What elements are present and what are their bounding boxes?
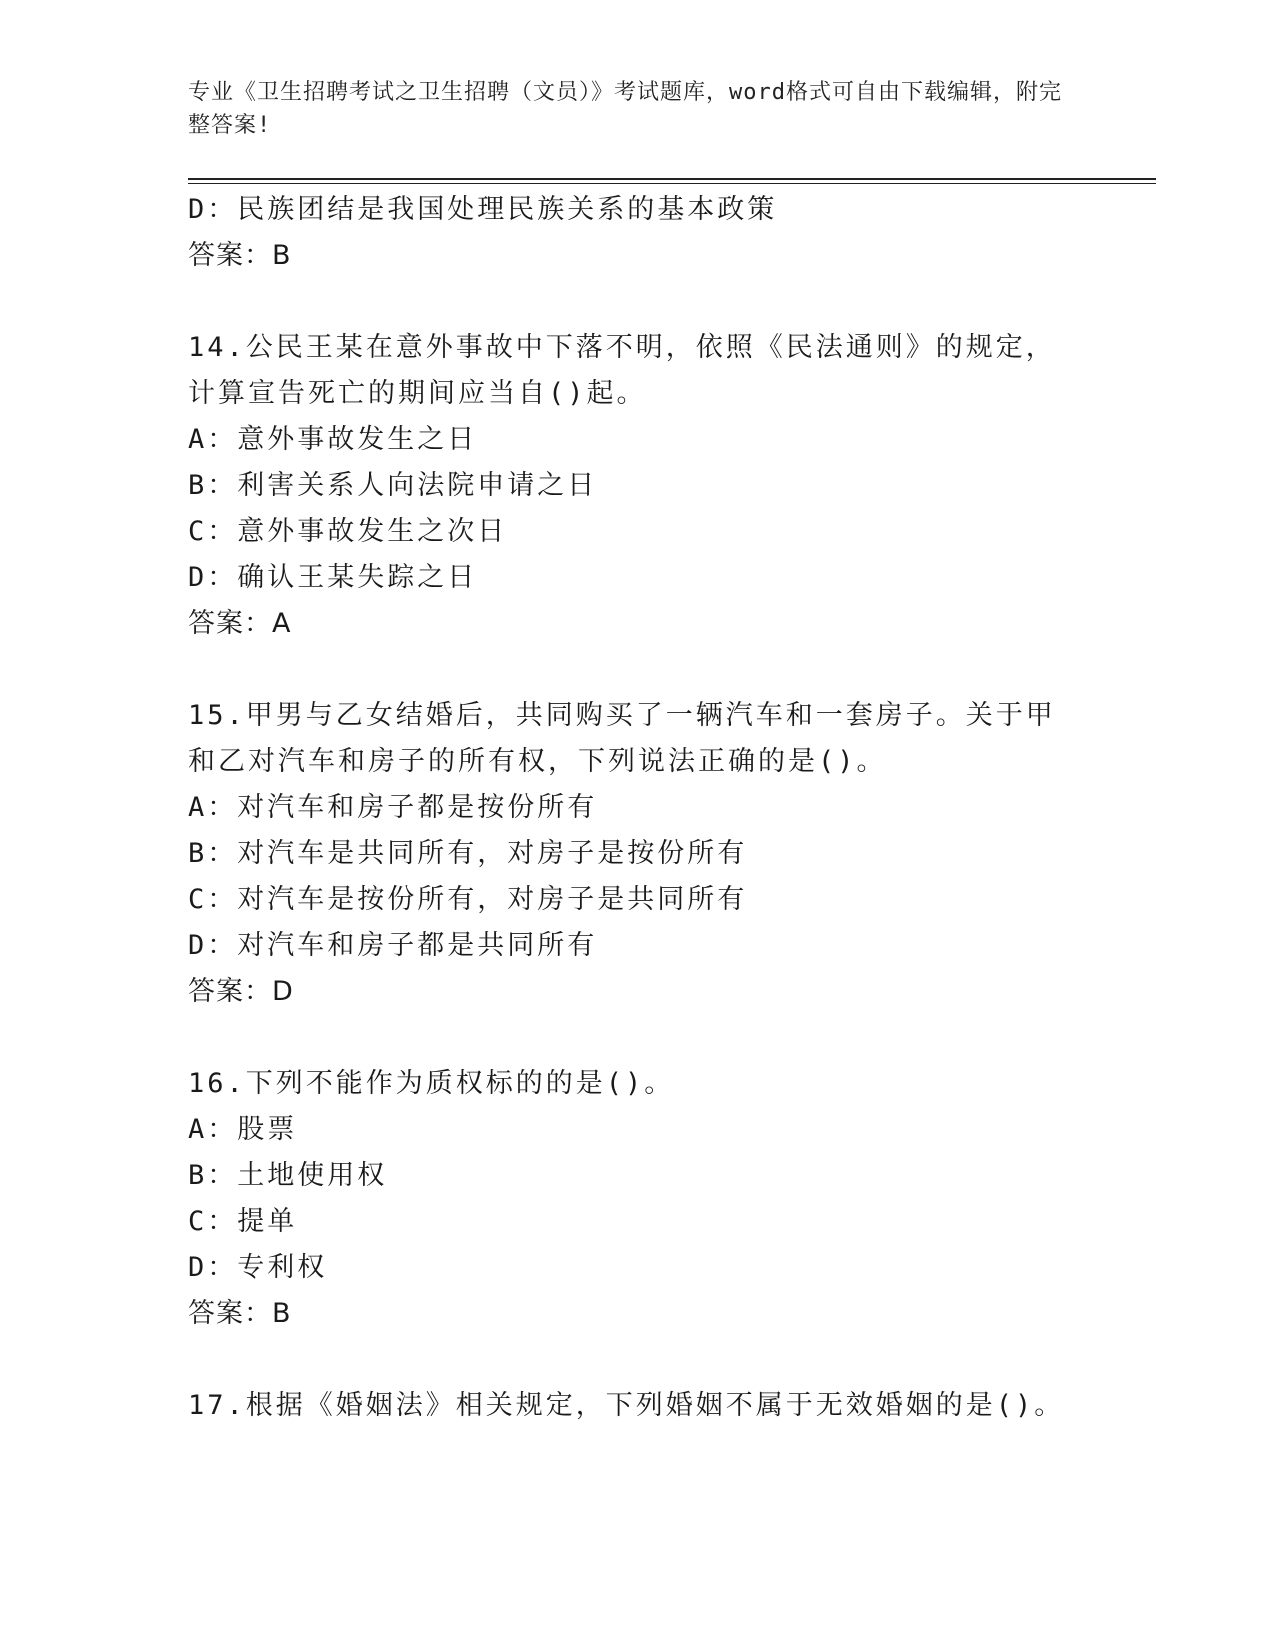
- option-c: C：对汽车是按份所有，对房子是共同所有: [188, 884, 748, 915]
- question-17: [188, 1383, 1088, 1429]
- question-stem: 15.甲男与乙女结婚后，共同购买了一辆汽车和一套房子。关于甲和乙对汽车和房子的所有权，下列说法正确的是()。: [188, 700, 1056, 777]
- option-a: A：股票: [188, 1114, 298, 1145]
- option-a: A：对汽车和房子都是按份所有: [188, 792, 598, 823]
- question-14: [188, 325, 1088, 647]
- carryover-question: [188, 187, 1088, 279]
- option-c: C：提单: [188, 1206, 298, 1237]
- question-list: [188, 187, 1088, 1429]
- option-b: B：对汽车是共同所有，对房子是按份所有: [188, 838, 748, 869]
- option-d: D：确认王某失踪之日: [188, 562, 478, 593]
- spacer: [188, 1337, 1088, 1383]
- question-16: [188, 1061, 1088, 1337]
- question-stem: 14.公民王某在意外事故中下落不明，依照《民法通则》的规定，计算宣告死亡的期间应当自()起。: [188, 332, 1056, 409]
- question-15: [188, 693, 1088, 1015]
- spacer: [188, 647, 1088, 693]
- option-b: B：利害关系人向法院申请之日: [188, 470, 598, 501]
- answer-line: 答案：D: [188, 976, 294, 1007]
- spacer: [188, 279, 1088, 325]
- question-stem: 17.根据《婚姻法》相关规定，下列婚姻不属于无效婚姻的是()。: [188, 1390, 1065, 1421]
- option-d: D：专利权: [188, 1252, 328, 1283]
- spacer: [188, 1015, 1088, 1061]
- header-divider-thick: [188, 178, 1156, 180]
- header-divider-thin: [188, 183, 1156, 184]
- answer-line: 答案：B: [188, 1298, 292, 1329]
- answer-line: 答案：B: [188, 240, 292, 271]
- page-header: 专业《卫生招聘考试之卫生招聘（文员）》考试题库，word格式可自由下载编辑，附完整答案!: [188, 80, 1062, 138]
- question-stem: 16.下列不能作为质权标的的是()。: [188, 1068, 675, 1099]
- option-c: C：意外事故发生之次日: [188, 516, 508, 547]
- option-b: B：土地使用权: [188, 1160, 388, 1191]
- answer-line: 答案：A: [188, 608, 292, 639]
- option-d: D：民族团结是我国处理民族关系的基本政策: [188, 194, 778, 225]
- option-a: A：意外事故发生之日: [188, 424, 478, 455]
- option-d: D：对汽车和房子都是共同所有: [188, 930, 598, 961]
